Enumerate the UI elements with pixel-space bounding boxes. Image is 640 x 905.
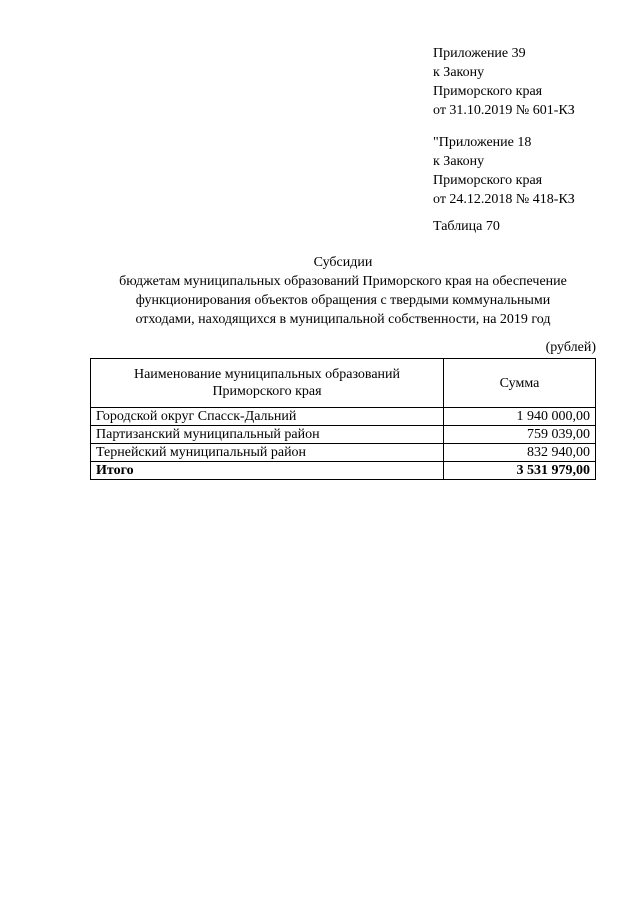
row-name: Партизанский муниципальный район xyxy=(91,426,444,444)
row-name: Тернейский муниципальный район xyxy=(91,444,444,462)
annex-current-line2: к Закону xyxy=(433,65,485,80)
annex-current-line4: от 31.10.2019 № 601-КЗ xyxy=(433,103,575,118)
annex-previous-line2: к Закону xyxy=(433,154,485,169)
annex-previous-line1: "Приложение 18 xyxy=(433,135,532,150)
table-row xyxy=(91,426,596,444)
annex-current-line3: Приморского края xyxy=(433,84,543,99)
annex-current-line1: Приложение 39 xyxy=(433,46,526,61)
annex-previous-line3: Приморского края xyxy=(433,173,543,188)
table-row xyxy=(91,444,596,462)
total-row xyxy=(91,462,596,480)
header-name: Наименование муниципальных образований Приморского края xyxy=(91,359,444,408)
row-amount: 1 940 000,00 xyxy=(444,408,596,426)
row-name: Городской округ Спасск-Дальний xyxy=(91,408,444,426)
table-number: Таблица 70 xyxy=(433,219,500,234)
subsidy-table xyxy=(90,358,596,480)
total-amount: 3 531 979,00 xyxy=(444,462,596,480)
row-amount: 759 039,00 xyxy=(444,426,596,444)
title-line4: отходами, находящихся в муниципальной собственности, на 2019 год xyxy=(135,312,551,327)
document-title xyxy=(90,253,596,329)
row-amount: 832 940,00 xyxy=(444,444,596,462)
title-line2: бюджетам муниципальных образований Приморского края на обеспечение xyxy=(119,274,567,289)
table-header-row xyxy=(91,359,596,408)
header-amount: Сумма xyxy=(444,359,596,408)
units-label: (рублей) xyxy=(545,340,596,355)
total-label: Итого xyxy=(91,462,444,480)
annex-current-reference xyxy=(433,44,575,120)
annex-previous-line4: от 24.12.2018 № 418-КЗ xyxy=(433,192,575,207)
table-row xyxy=(91,408,596,426)
title-line3: функционирования объектов обращения с твердыми коммунальными xyxy=(135,293,551,308)
title-line1: Субсидии xyxy=(313,255,373,270)
annex-previous-reference xyxy=(433,133,575,209)
